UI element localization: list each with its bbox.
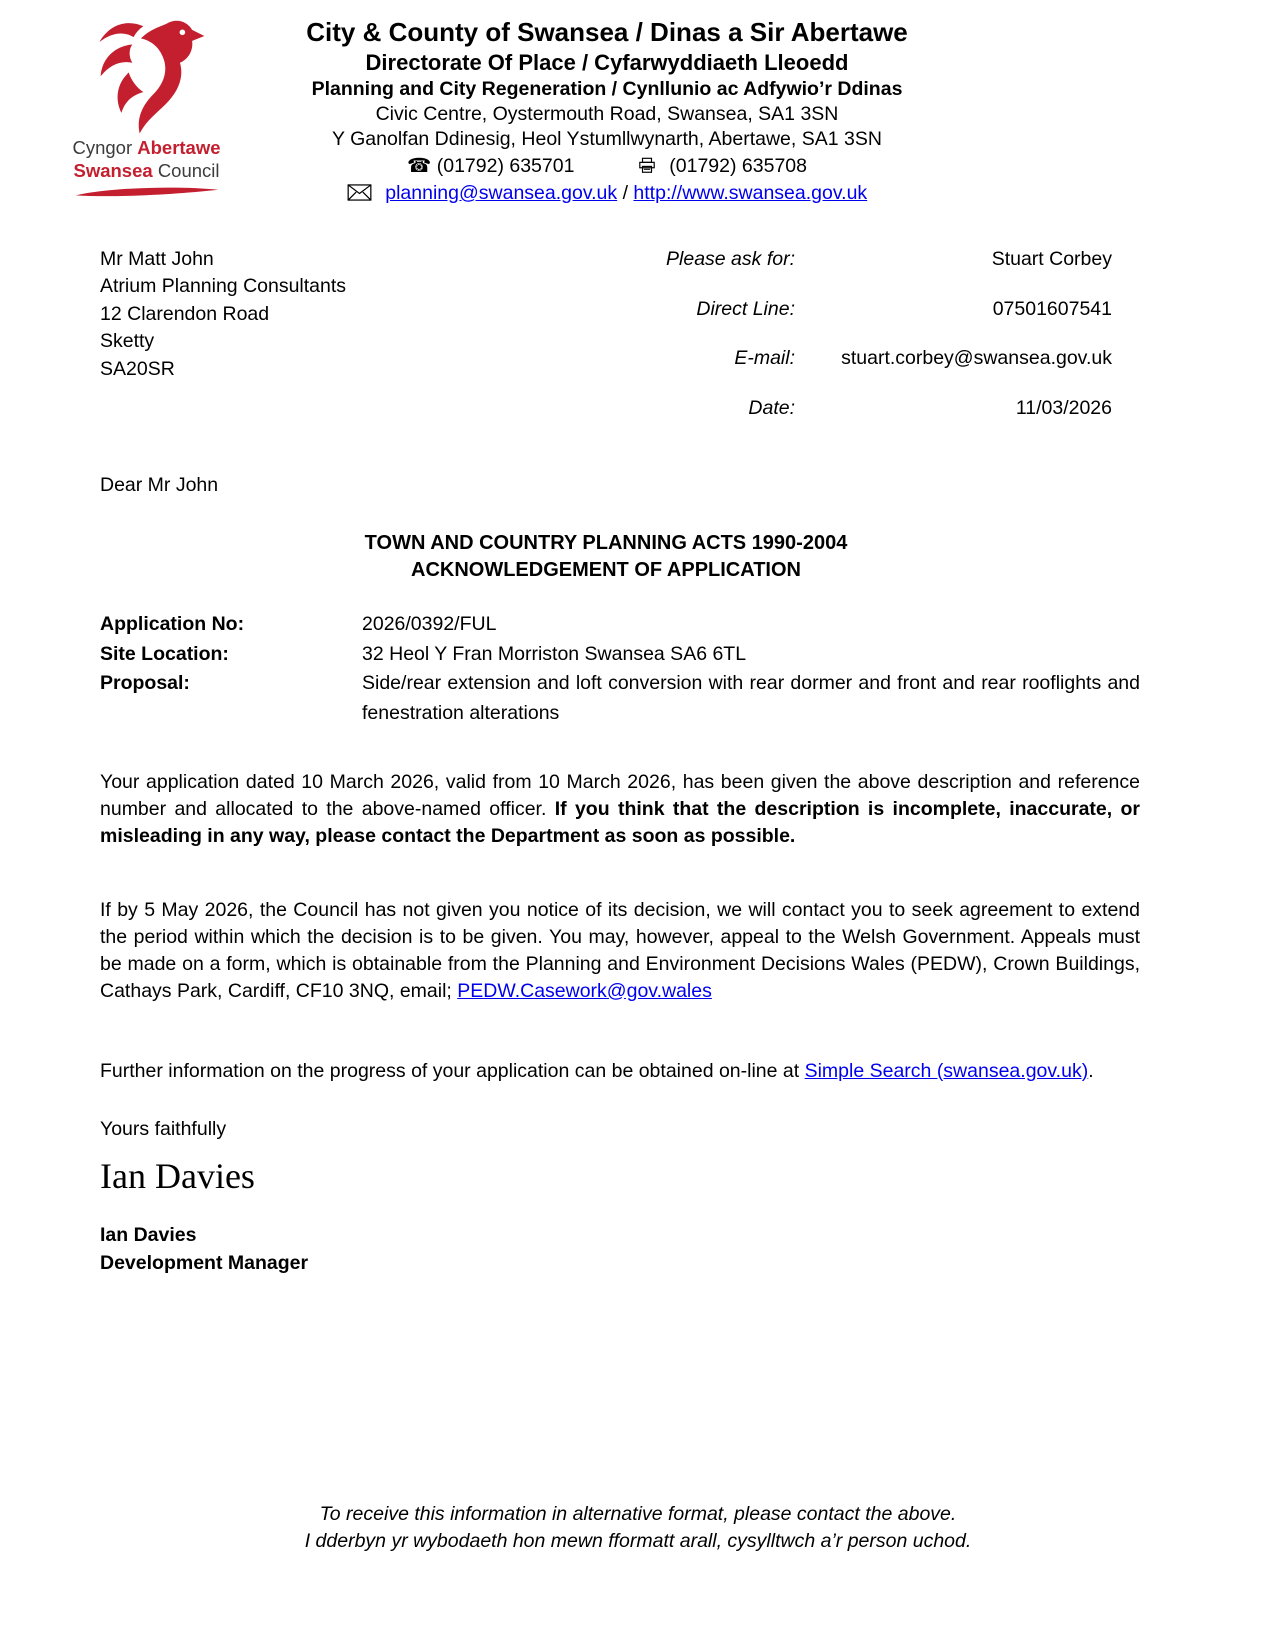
recipient-street: 12 Clarendon Road (100, 302, 270, 325)
application-no-row (100, 610, 1140, 640)
contact-label: Date: (748, 396, 795, 419)
paragraph-text: Your application dated 10 March 2026, valid from 10 March 2026, has been given the above description and reference number and allocated to the above-named officer. (100, 770, 1140, 820)
letterhead (207, 16, 1007, 207)
address-english: Civic Centre, Oystermouth Road, Swansea, SA1 3SN (375, 103, 839, 125)
logo-swoosh (71, 185, 223, 200)
department-title: Planning and City Regeneration / Cynllunio ac Adfywio’r Ddinas (311, 78, 903, 100)
letter-title-ack: ACKNOWLEDGEMENT OF APPLICATION (411, 559, 801, 581)
recipient-area: Sketty (100, 330, 155, 353)
signatory-name: Ian Davies (100, 1224, 197, 1246)
paragraph-further-info (100, 1058, 1140, 1085)
closing: Yours faithfully (100, 1118, 227, 1140)
logo-swansea: Swansea (73, 160, 153, 181)
logo-abertawe: Abertawe (137, 137, 221, 158)
fax-number: (01792) 635708 (669, 155, 807, 177)
email-link[interactable]: planning@swansea.gov.uk (385, 182, 618, 204)
site-location-value: 32 Heol Y Fran Morriston Swansea SA6 6TL (362, 642, 747, 665)
paragraph-application-received (100, 769, 1140, 850)
sentence-period: . (1088, 1059, 1094, 1082)
address-welsh: Y Ganolfan Ddinesig, Heol Ystumllwynarth, Abertawe, SA1 3SN (332, 127, 882, 150)
signatory-title: Development Manager (100, 1252, 309, 1274)
recipient-name: Mr Matt John (100, 248, 214, 270)
paragraph-decision-period (100, 897, 1140, 1005)
footer-welsh: I dderbyn yr wybodaeth hon mewn fformatt arall, cysylltwch a’r person uchod. (304, 1529, 972, 1552)
logo-wordmark (64, 136, 229, 182)
contact-value: stuart.corbey@swansea.gov.uk (841, 347, 1112, 369)
simple-search-link[interactable]: Simple Search (swansea.gov.uk) (804, 1059, 1089, 1082)
letter-title (100, 530, 1112, 584)
phone-fax-line (207, 153, 1007, 179)
signature: Ian Davies (100, 1156, 255, 1196)
directorate-title: Directorate Of Place / Cyfarwyddiaeth Lleoedd (365, 50, 849, 75)
logo-cyngor: Cyngor (72, 137, 133, 158)
recipient-postcode: SA20SR (100, 357, 175, 380)
fax-group (638, 155, 807, 177)
email-web-line (207, 179, 1007, 207)
contact-value: 11/03/2026 (1015, 396, 1112, 419)
signatory-block (100, 1221, 308, 1277)
contact-label: Please ask for: (666, 248, 795, 270)
application-no-label: Application No: (100, 613, 245, 635)
recipient-address (100, 246, 346, 383)
letter-title-acts: TOWN AND COUNTRY PLANNING ACTS 1990-2004 (364, 532, 848, 554)
contact-label: E-mail: (734, 347, 795, 369)
proposal-label: Proposal: (100, 672, 190, 694)
phone-icon: ☎ (407, 155, 432, 177)
proposal-value: Side/rear extension and loft conversion with rear dormer and front and rear rooflights and fenestration alterations (362, 672, 1140, 724)
phoenix-icon (72, 14, 222, 136)
contact-value: 07501607541 (992, 297, 1112, 320)
contact-value: Stuart Corbey (991, 248, 1112, 270)
org-title: City & County of Swansea / Dinas a Sir Abertawe (306, 17, 908, 47)
paragraph-text: If by 5 May 2026, the Council has not given you notice of its decision, we will contact you to seek agreement to extend the period within which the decision is to be given. You may, however, appeal to the Welsh Government. Appeals must be made on a form, which is obtainable from the Planning and Environment Decisions Wales (PEDW), Crown Buildings, Cathays Park, Cardiff, CF10 3NQ, email; (100, 898, 1140, 1002)
fax-icon (638, 157, 656, 174)
council-logo (64, 14, 229, 200)
link-separator: / (622, 182, 628, 204)
application-details (100, 610, 1140, 728)
site-location-label: Site Location: (100, 642, 229, 665)
site-location-row (100, 640, 1140, 670)
envelope-icon (347, 184, 372, 201)
phone-number: (01792) 635701 (436, 155, 575, 177)
recipient-company: Atrium Planning Consultants (100, 275, 347, 298)
website-link[interactable]: http://www.swansea.gov.uk (633, 182, 868, 204)
contact-row-direct-line (640, 298, 1112, 321)
contact-label: Direct Line: (696, 297, 795, 320)
contact-row-ask-for (640, 248, 1112, 271)
contact-row-date (640, 397, 1112, 420)
application-no-value: 2026/0392/FUL (362, 613, 497, 635)
footer (118, 1501, 1158, 1554)
proposal-row (100, 669, 1140, 728)
paragraph-bold-warning: If you think that the description is incomplete, inaccurate, or misleading in any way, please contact the Department as soon as possible. (100, 797, 1141, 847)
paragraph-text: Further information on the progress of your application can be obtained on-line at (100, 1059, 805, 1082)
footer-english: To receive this information in alternative format, please contact the above. (319, 1503, 957, 1525)
contact-details (640, 248, 1112, 446)
pedw-email-link[interactable]: PEDW.Casework@gov.wales (457, 979, 712, 1002)
logo-council: Council (157, 160, 220, 181)
salutation: Dear Mr John (100, 474, 219, 496)
contact-row-email (640, 347, 1112, 370)
